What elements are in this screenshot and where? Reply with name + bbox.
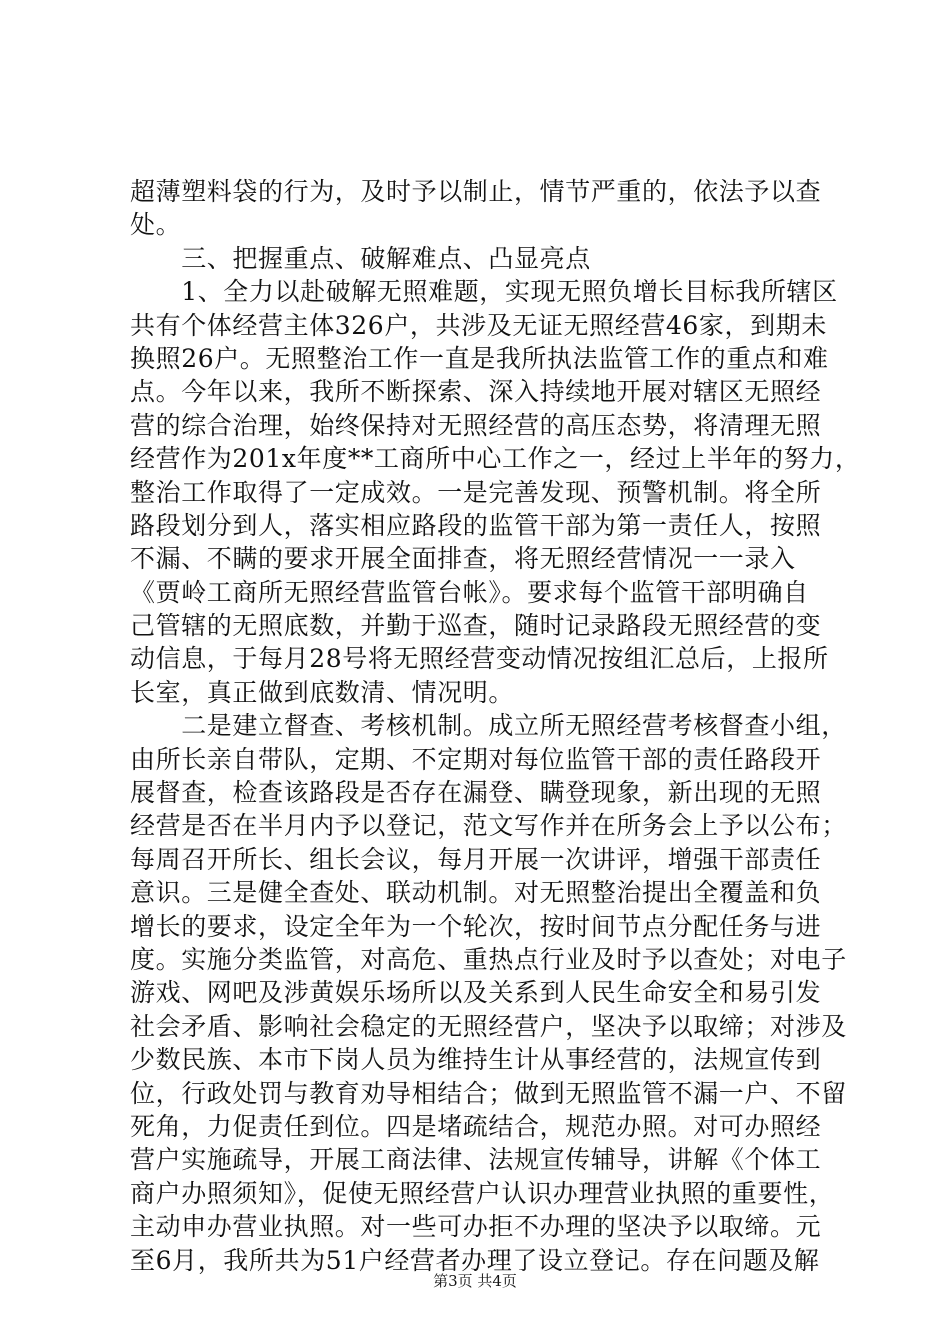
text-line: 游戏、网吧及涉黄娱乐场所以及关系到人民生命安全和易引发 — [130, 978, 822, 1008]
text-line: 换照26户。无照整治工作一直是我所执法监管工作的重点和难 — [130, 343, 829, 373]
text-line: 位，行政处罚与教育劝导相结合；做到无照监管不漏一户、不留 — [130, 1078, 847, 1108]
text-line: 主动申办营业执照。对一些可办拒不办理的坚决予以取缔。元 — [130, 1212, 822, 1242]
page-footer: 第3页 共4页 — [433, 1272, 517, 1290]
text-line: 共有个体经营主体326户，共涉及无证无照经营46家，到期未 — [130, 310, 827, 340]
text-line: 社会矛盾、影响社会稳定的无照经营户，坚决予以取缔；对涉及 — [130, 1011, 847, 1041]
text-line: 少数民族、本市下岗人员为维持生计从事经营的，法规宣传到 — [130, 1045, 822, 1075]
text-line: 由所长亲自带队，定期、不定期对每位监管干部的责任路段开 — [130, 744, 822, 774]
text-line: 整治工作取得了一定成效。一是完善发现、预警机制。将全所 — [130, 477, 822, 507]
text-line: 1、全力以赴破解无照难题，实现无照负增长目标我所辖区 — [130, 277, 838, 307]
section-heading: 三、把握重点、破解难点、凸显亮点 — [130, 243, 591, 273]
text-line: 至6月，我所共为51户经营者办理了设立登记。存在问题及解 — [130, 1245, 820, 1275]
text-line: 点。今年以来，我所不断探索、深入持续地开展对辖区无照经 — [130, 377, 822, 407]
text-line: 营户实施疏导，开展工商法律、法规宣传辅导，讲解《个体工 — [130, 1145, 822, 1175]
text-line: 超薄塑料袋的行为，及时予以制止，情节严重的，依法予以查 — [130, 177, 822, 206]
text-line: 经营作为201x年度**工商所中心工作之一，经过上半年的努力， — [130, 444, 861, 474]
text-line: 经营是否在半月内予以登记，范文写作并在所务会上予以公布； — [130, 811, 847, 841]
text-line: 二是建立督查、考核机制。成立所无照经营考核督查小组， — [130, 711, 847, 741]
text-line: 长室，真正做到底数清、情况明。 — [130, 677, 515, 707]
text-line: 《贾岭工商所无照经营监管台帐》。要求每个监管干部明确自 — [130, 577, 809, 607]
text-line: 度。实施分类监管，对高危、重热点行业及时予以查处；对电子 — [130, 944, 847, 974]
body-text — [130, 175, 861, 1277]
text-line: 动信息，于每月28号将无照经营变动情况按组汇总后，上报所 — [130, 644, 829, 674]
text-line: 路段划分到人，落实相应路段的监管干部为第一责任人，按照 — [130, 510, 822, 540]
text-line: 展督查，检查该路段是否存在漏登、瞒登现象，新出现的无照 — [130, 778, 822, 808]
text-line: 增长的要求，设定全年为一个轮次，按时间节点分配任务与进 — [130, 911, 822, 941]
text-line: 商户办照须知》，促使无照经营户认识办理营业执照的重要性， — [130, 1178, 835, 1208]
text-line: 处。 — [130, 210, 182, 240]
text-line: 己管辖的无照底数，并勤于巡查，随时记录路段无照经营的变 — [130, 611, 822, 641]
text-line: 死角，力促责任到位。四是堵疏结合，规范办照。对可办照经 — [130, 1111, 822, 1141]
text-line: 每周召开所长、组长会议，每月开展一次讲评，增强干部责任 — [130, 844, 822, 874]
text-line: 意识。三是健全查处、联动机制。对无照整治提出全覆盖和负 — [130, 878, 822, 908]
text-line: 不漏、不瞒的要求开展全面排查，将无照经营情况一一录入 — [130, 544, 796, 574]
text-line: 营的综合治理，始终保持对无照经营的高压态势，将清理无照 — [130, 410, 822, 440]
